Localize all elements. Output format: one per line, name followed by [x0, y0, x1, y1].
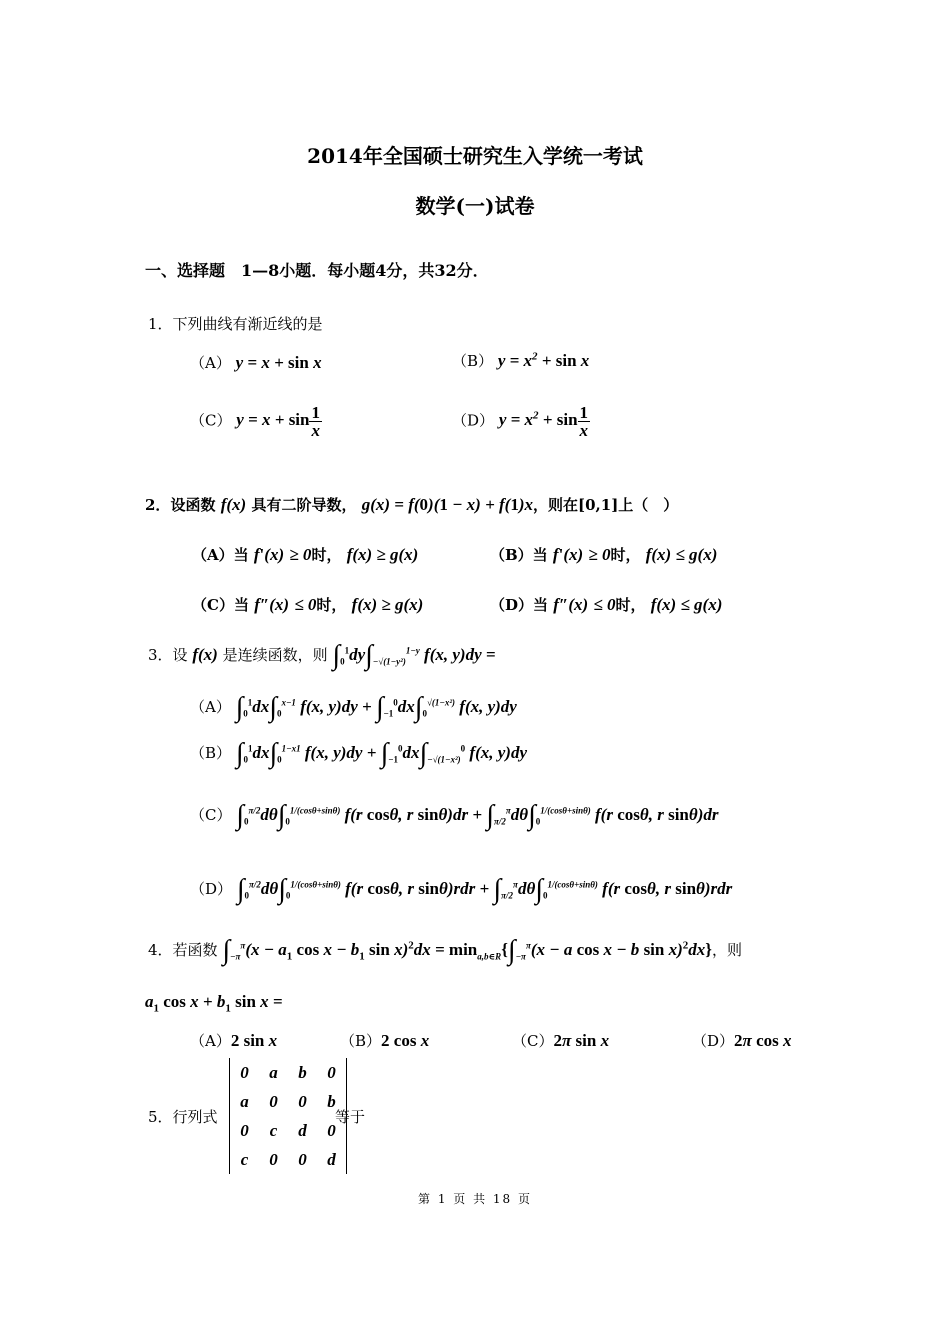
formula: f(x) ≤ g(x) [645, 545, 718, 564]
formula: 2π cos x [734, 1031, 792, 1050]
question-text: 时， [615, 596, 646, 614]
formula: y = x + sin $\frac{1}{x}$ [236, 403, 320, 440]
option-label: （A） [190, 354, 231, 372]
question-5-stem [148, 1106, 218, 1127]
option-label: （C） [190, 411, 232, 430]
q4-option-d [692, 1030, 791, 1051]
formula: ≥ 0 [289, 545, 312, 564]
question-text: 设函数 [170, 496, 216, 514]
matrix-cell: d [327, 1149, 336, 1169]
option-label: （C）当 [192, 596, 249, 614]
question-2-stem [145, 494, 678, 515]
section-heading: 一、选择题 1—8小题．每小题4分，共32分． [145, 261, 489, 280]
option-label: （B） [452, 352, 494, 370]
matrix-cell: 0 [298, 1149, 307, 1169]
formula: $\int_0^1dx\int_0^{x-1}$ f(x, $y)dy + \int_{-1}^0dx\int_0^{√(1-x^2)}$ f(x, y)dy [235, 692, 517, 723]
q2-option-a [192, 544, 418, 565]
formula: $y = x^2 + \sin x$ [497, 350, 590, 370]
formula: $\int_0^{\pi/2}d\theta\int_0^{1/(cos\theta+sin\theta)}$ f(r cosθ, r $\sin\theta)rdr + \int_{\pi/2}^\pi d\theta\int_0^{1/(cos\theta+sin\theta)}$ f(r cosθ, r sinθ)rdr [236, 874, 733, 905]
matrix-cell: 0 [269, 1091, 278, 1111]
formula: $\int_0^{\pi/2}d\theta\int_0^{1/(cos\theta+sin\theta)}$ f(r cosθ, r $\sin\theta)dr + \int_{\pi/2}^\pi d\theta\int_0^{1/(cos\theta+sin\theta)}$ f(r cosθ, r sinθ)dr [236, 800, 719, 831]
formula: x [232, 495, 241, 514]
formula: 2π sin x [553, 1031, 610, 1050]
matrix-table [230, 1058, 346, 1174]
matrix-row [230, 1116, 346, 1145]
question-text: 是连续函数，则 [222, 645, 328, 664]
page-footer: 第 1 页 共 18 页 [418, 1192, 532, 1206]
matrix-cell: 0 [240, 1062, 249, 1082]
formula: ≥ 0 [588, 545, 611, 564]
formula: 2 sin x [230, 1031, 278, 1050]
option-label: （A） [190, 697, 231, 716]
formula: ) [240, 495, 247, 514]
formula: ≤ 0 [294, 595, 317, 614]
matrix-cell: 0 [327, 1062, 336, 1082]
matrix-cell: d [298, 1120, 307, 1140]
formula: $\int_0^1dy\int_{-√(1-y^2)}^{1-y}$ f(x, y)dy = [332, 640, 496, 671]
formula: $a_1$ $\cos x + b_1$ sin x = [145, 992, 283, 1015]
matrix-cell: a [240, 1091, 249, 1111]
formula: $\int_0^1dx\int_0^{1-x1}$ f(x, $y)dy + \int_{-1}^0dx\int_{-√(1-x^2)}^0$ f(x, y)dy [235, 738, 527, 769]
option-label: （A）当 [192, 546, 249, 564]
matrix-cell: 0 [298, 1091, 307, 1111]
formula: f(x) ≥ g(x) [351, 595, 424, 614]
formula: $\int_{-\pi}^\pi(x - a_1$ $\cos x - b_1$ $\sin x)^2dx = \min_{a,b\in R}\{\int_{-\pi}^\pi(x - a$ cos x − b sin x)$^2$dx} [222, 935, 712, 966]
formula: f(x) ≤ g(x) [650, 595, 723, 614]
formula: g(x) = f(0)(1 − x) + f(1)x [361, 495, 534, 514]
question-3-stem [148, 640, 496, 672]
q2-option-c [192, 594, 423, 615]
question-number: 5． [148, 1108, 173, 1126]
q2-option-d [490, 594, 722, 615]
matrix-cell: b [298, 1062, 307, 1082]
formula: f″(x) [254, 595, 290, 614]
formula: f″(x) [553, 595, 589, 614]
q2-option-b [490, 544, 717, 565]
matrix-row [230, 1087, 346, 1116]
option-label: （D） [692, 1032, 735, 1050]
matrix-row [230, 1058, 346, 1087]
formula: f(x) [192, 644, 218, 664]
option-label: （D） [452, 411, 495, 430]
matrix-cell: a [269, 1062, 278, 1082]
exam-title: 2014年全国硕士研究生入学统一考试 [307, 144, 643, 168]
q3-option-b [190, 738, 527, 770]
question-1-stem [148, 313, 323, 334]
q1-option-b [452, 350, 589, 371]
q4-option-b [340, 1030, 429, 1051]
q1-option-d [452, 404, 590, 439]
question-text: 下列曲线有渐近线的是 [172, 315, 323, 333]
matrix-cell: b [327, 1091, 336, 1111]
q1-option-c [190, 404, 322, 439]
question-5-tail: 等于 [335, 1108, 366, 1126]
option-label: （D）当 [490, 596, 549, 614]
q3-option-a [190, 692, 517, 724]
q4-option-a [190, 1030, 277, 1051]
q3-option-c [190, 800, 719, 832]
formula: ( [226, 495, 233, 514]
formula: ≤ 0 [593, 595, 616, 614]
matrix-cell: c [240, 1149, 249, 1169]
q4-option-c [512, 1030, 609, 1051]
question-text: 时， [610, 546, 641, 564]
formula: f(x) ≥ g(x) [346, 545, 419, 564]
question-4-stem [148, 935, 742, 967]
option-label: （B） [190, 743, 232, 762]
q3-option-d [190, 874, 732, 906]
option-label: （D） [190, 879, 233, 898]
option-label: （C） [512, 1032, 554, 1050]
question-text: 行列式 [172, 1108, 218, 1126]
option-label: （B） [340, 1032, 382, 1050]
question-text: 具有二阶导数， [251, 496, 357, 514]
option-label: （B）当 [490, 546, 548, 564]
matrix-cell: 0 [240, 1120, 249, 1140]
question-text: 时， [316, 596, 347, 614]
question-text: 若函数 [172, 940, 218, 959]
question-number: 3． [148, 645, 173, 664]
exam-subtitle: 数学(一)试卷 [415, 194, 535, 218]
formula: f [220, 495, 227, 514]
question-text: ，则 [711, 940, 742, 959]
formula: f'(x) [253, 545, 285, 564]
formula: f'(x) [552, 545, 584, 564]
question-text: 设 [172, 645, 188, 664]
question-number: 1． [148, 315, 173, 333]
option-label: （A） [190, 1032, 231, 1050]
question-number: 2． [145, 496, 171, 514]
question-text: 时， [311, 546, 342, 564]
q4-expression [145, 992, 283, 1014]
formula: 2 cos x [381, 1031, 430, 1050]
determinant-matrix [229, 1058, 347, 1174]
formula: y = x + sin x [235, 353, 322, 372]
q1-option-a [190, 352, 322, 373]
matrix-cell: 0 [327, 1120, 336, 1140]
matrix-cell: c [269, 1120, 278, 1140]
question-text: ，则在[0,1]上（ ） [533, 496, 679, 514]
formula: $y = x^2 + \sin$ $\frac{1}{x}$ [498, 403, 589, 440]
matrix-row [230, 1145, 346, 1174]
matrix-cell: 0 [269, 1149, 278, 1169]
question-number: 4． [148, 940, 173, 959]
option-label: （C） [190, 805, 232, 824]
